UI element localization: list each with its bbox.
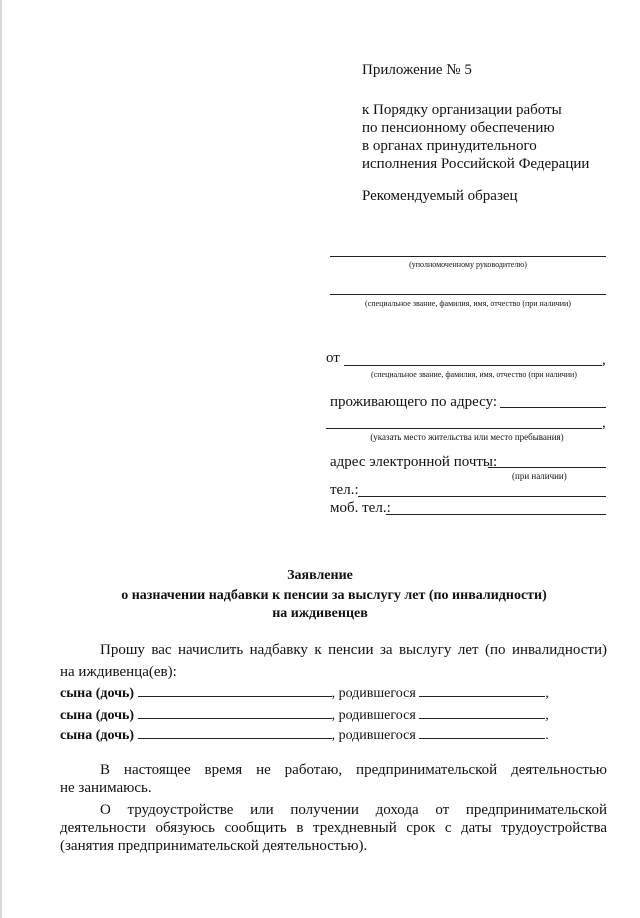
paragraph-2-line-3: (занятия предпринимательской деятельностью). (60, 838, 368, 854)
email-label: адрес электронной почты: (330, 454, 498, 470)
residing-line-2[interactable] (326, 428, 602, 429)
dependent-name-field[interactable] (138, 706, 332, 719)
paragraph-1-line-2: не занимаюсь. (60, 780, 152, 796)
birth-date-field[interactable] (419, 684, 545, 697)
residing-line-1[interactable] (500, 407, 606, 408)
caption-authorized-head: (уполномоченному руководителю) (409, 260, 527, 269)
paragraph-2-line-2: деятельности обязуюсь сообщить в трехдневный срок с даты трудоустройства (60, 820, 607, 836)
caption-rank-name: (специальное звание, фамилия, имя, отчество (при наличии) (365, 299, 571, 308)
dependent-row (60, 726, 549, 744)
appendix-number: Приложение № 5 (362, 62, 472, 78)
dependent-label: сына (дочь) (60, 708, 135, 723)
dependent-label: сына (дочь) (60, 728, 135, 743)
document-title: Заявление (287, 568, 353, 583)
phone-label: тел.: (330, 482, 359, 498)
caption-from: (специальное звание, фамилия, имя, отчество (при наличии) (371, 370, 577, 379)
from-line[interactable] (344, 365, 602, 366)
birth-date-field[interactable] (419, 726, 545, 739)
mobile-label: моб. тел.: (330, 500, 391, 516)
request-line-2: на иждивенца(ев): (60, 664, 177, 680)
recommended-sample: Рекомендуемый образец (362, 188, 518, 204)
row-end: , (545, 686, 549, 701)
residing-label: проживающего по адресу: (330, 394, 498, 410)
caption-email: (при наличии) (512, 471, 567, 481)
request-line-1: Прошу вас начислить надбавку к пенсии за выслугу лет (по инвалидности) (100, 642, 607, 658)
dependent-label: сына (дочь) (60, 686, 135, 701)
document-subtitle-1: о назначении надбавки к пенсии за выслугу лет (по инвалидности) (121, 588, 547, 603)
order-line-2: по пенсионному обеспечению (362, 120, 555, 136)
order-line-3: в органах принудительного (362, 138, 537, 154)
born-label: , родившегося (331, 708, 416, 723)
authorized-head-line[interactable] (330, 256, 606, 257)
scan-edge (0, 0, 2, 918)
paragraph-2-line-1: О трудоустройстве или получении дохода от предпринимательской (100, 802, 607, 818)
born-label: , родившегося (331, 728, 416, 743)
from-label: от (326, 350, 340, 366)
dependent-row (60, 706, 549, 724)
dependent-name-field[interactable] (138, 684, 332, 697)
order-line-1: к Порядку организации работы (362, 102, 562, 118)
dependent-name-field[interactable] (138, 726, 332, 739)
from-comma: , (602, 352, 606, 368)
document-subtitle-2: на иждивенцев (272, 606, 368, 621)
order-line-4: исполнения Российской Федерации (362, 156, 590, 172)
born-label: , родившегося (331, 686, 416, 701)
email-line[interactable] (488, 467, 606, 468)
row-end: , (545, 708, 549, 723)
paragraph-1-line-1: В настоящее время не работаю, предпринимательской деятельностью (100, 762, 607, 778)
mobile-line[interactable] (386, 514, 606, 515)
row-end: . (545, 728, 549, 743)
birth-date-field[interactable] (419, 706, 545, 719)
residing-comma: , (602, 415, 606, 431)
phone-line[interactable] (358, 496, 606, 497)
caption-residence: (указать место жительства или место пребывания) (370, 432, 564, 442)
rank-name-line[interactable] (330, 294, 606, 295)
dependent-row (60, 684, 549, 702)
